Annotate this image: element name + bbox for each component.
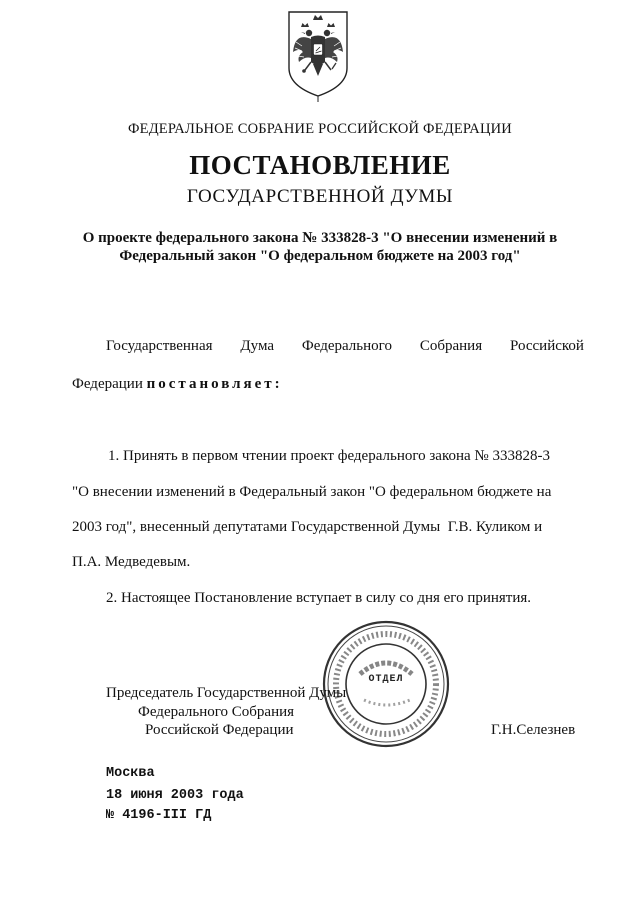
signatory-title-line: Председатель Государственной Думы	[106, 685, 347, 701]
preamble-word: Дума	[240, 338, 275, 354]
stamp-text: ОТДЕЛ	[368, 674, 404, 685]
coat-of-arms-emblem	[285, 6, 351, 102]
issuing-body: ГОСУДАРСТВЕННОЙ ДУМЫ	[186, 186, 454, 207]
item-1-line: 2003 год", внесенный депутатами Государственной Думы Г.В. Куликом и	[72, 519, 543, 535]
item-1-line: П.А. Медведевым.	[72, 554, 191, 570]
item-1-line: 1. Принять в первом чтении проект федерального закона № 333828-3	[108, 448, 550, 464]
subject-line: Федеральный закон "О федеральном бюджете на 2003 год"	[119, 248, 521, 264]
signatory-name: Г.Н.Селезнев	[491, 722, 576, 738]
subject-line: О проекте федерального закона № 333828-3 "О внесении изменений в	[82, 230, 558, 246]
signatory-title-line: Федерального Собрания	[138, 704, 295, 720]
preamble-line	[106, 338, 584, 355]
preamble-word: Федерального	[301, 338, 392, 354]
preamble-word: Российской	[510, 338, 584, 354]
city: Москва	[106, 766, 155, 781]
preamble-word: Собрания	[419, 338, 483, 354]
preamble-word: Государственная	[106, 338, 213, 354]
item-1-line: "О внесении изменений в Федеральный закон "О федеральном бюджете на	[72, 484, 552, 500]
document-date: 18 июня 2003 года	[106, 788, 244, 803]
document-subject	[0, 229, 640, 265]
parliament-name: ФЕДЕРАЛЬНОЕ СОБРАНИЕ РОССИЙСКОЙ ФЕДЕРАЦИИ	[128, 121, 512, 137]
document-number: № 4196-III ГД	[106, 808, 212, 823]
resolution-verb: постановляет:	[146, 376, 283, 392]
preamble-line	[72, 376, 283, 393]
preamble-text: Федерации	[72, 376, 143, 392]
document-type-title: ПОСТАНОВЛЕНИЕ	[189, 150, 451, 180]
item-2-line: 2. Настоящее Постановление вступает в силу со дня его принятия.	[106, 590, 532, 606]
signatory-title-line: Российской Федерации	[145, 722, 294, 738]
